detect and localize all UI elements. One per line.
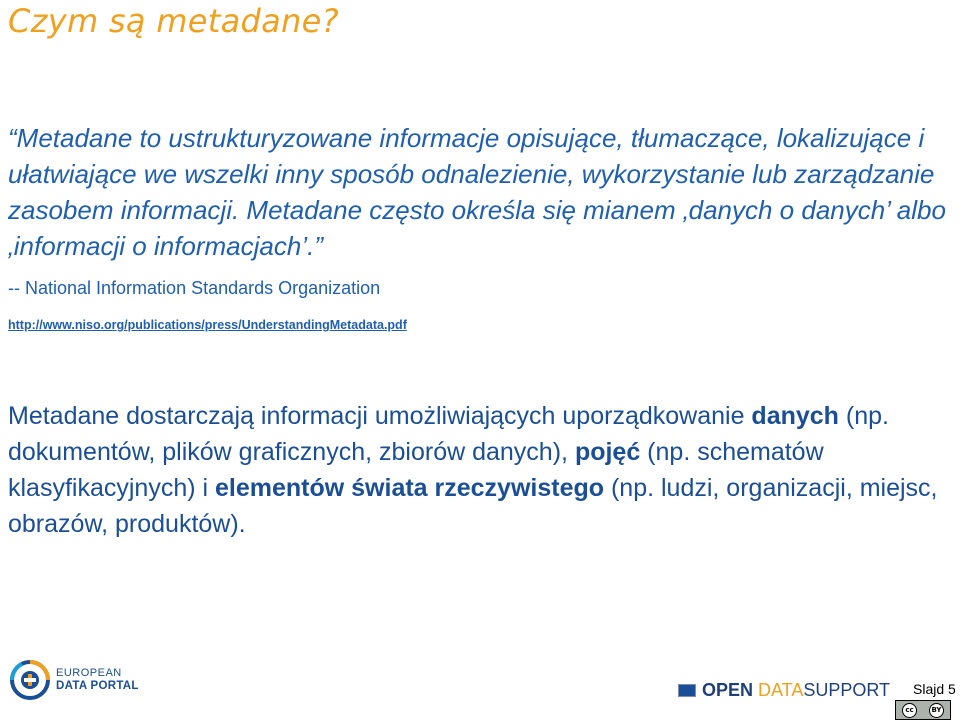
edp-label-european: EUROPEAN: [56, 667, 122, 679]
slide-number: Slajd 5: [913, 681, 956, 697]
open-data-support-logo: [678, 680, 890, 701]
creative-commons-by-badge: [895, 700, 951, 720]
quote-attribution: -- National Information Standards Organization: [8, 278, 381, 298]
body-text-part: (np. ludzi, organizacji, miejsc, obrazów, produktów).: [8, 474, 938, 538]
european-data-portal-logo: [10, 660, 139, 700]
body-bold-data: danych: [751, 402, 839, 430]
body-bold-concepts: pojęć: [574, 438, 641, 466]
body-text-part: (np. dokumentów, plików graficznych, zbiorów danych),: [8, 402, 889, 466]
edp-label-data-portal: DATA PORTAL: [56, 680, 139, 692]
edp-emblem-icon: [10, 660, 50, 700]
eu-flag-icon: [678, 684, 696, 697]
source-link[interactable]: http://www.niso.org/publications/press/UnderstandingMetadata.pdf: [8, 318, 407, 332]
ods-support-label: SUPPORT: [803, 680, 891, 700]
ods-open-label: OPEN: [702, 680, 754, 700]
by-person-icon: BY: [929, 703, 944, 718]
slide-title: Czym są metadane?: [8, 2, 339, 40]
cc-icon: cc: [902, 703, 917, 718]
ods-data-label: DATA: [758, 680, 804, 700]
body-bold-real-world: elementów świata rzeczywistego: [215, 474, 605, 502]
body-text-part: Metadane dostarczają informacji umożliwiających uporządkowanie: [8, 402, 752, 430]
body-text-part: (np. schematów klasyfikacyjnych) i: [8, 438, 824, 502]
metadata-description: [8, 398, 953, 542]
metadata-definition-quote: “Metadane to ustrukturyzowane informacje opisujące, tłumaczące, lokalizujące i ułatwiające we wszelki inny sposób odnalezienie, wykorzystanie lub zarządzanie zasobem informacji. Metadane często określa się mianem ‚danych o danych’ albo ‚informacji o informacjach’.”: [8, 123, 946, 261]
